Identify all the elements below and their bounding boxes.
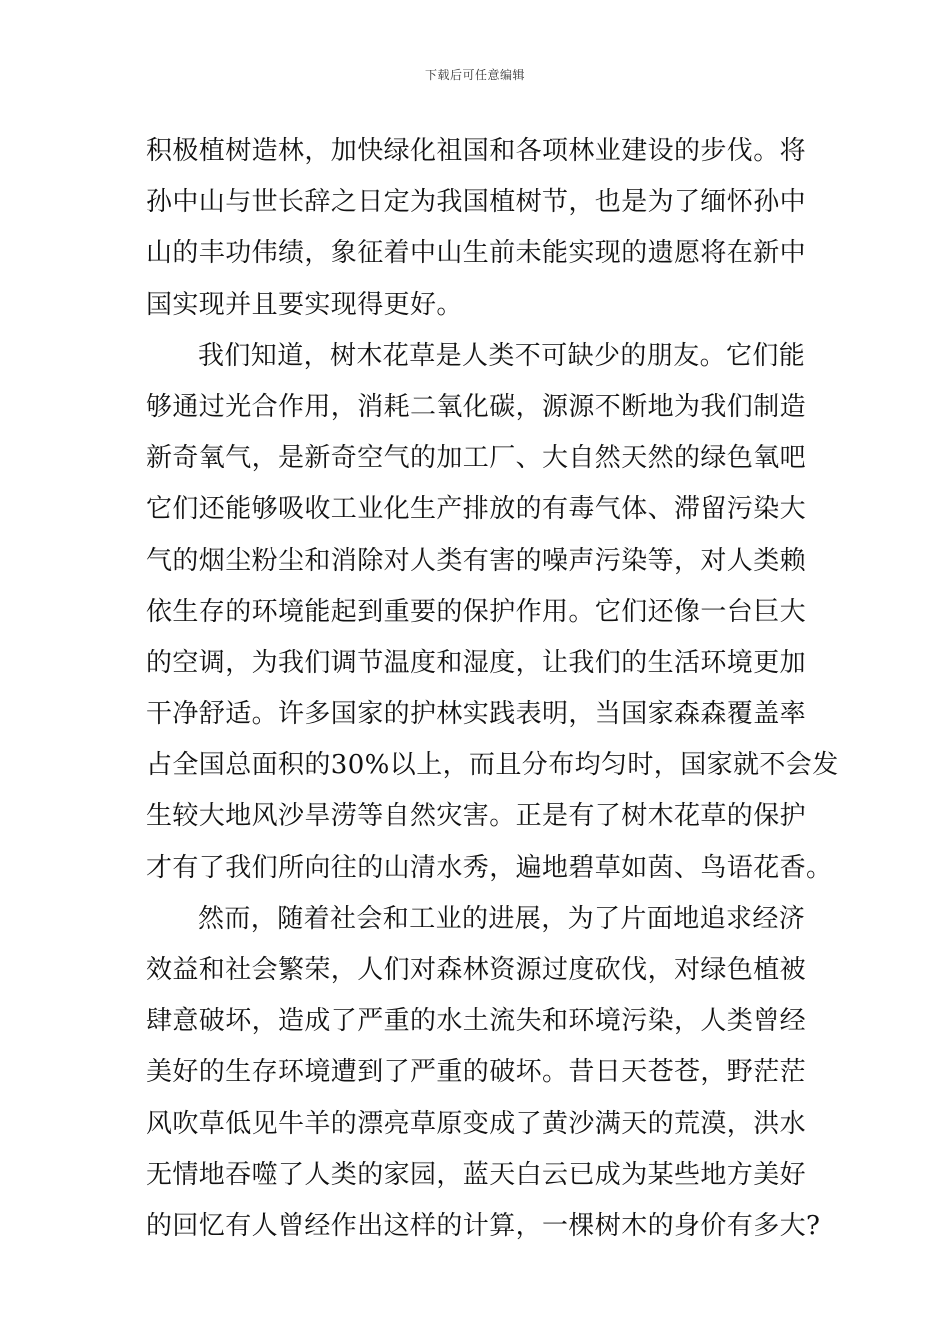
page-header-note: 下载后可任意编辑 (424, 68, 525, 82)
text-line: 气的烟尘粉尘和消除对人类有害的噪声污染等，对人类赖 (146, 545, 807, 576)
text-line: 风吹草低见牛羊的漂亮草原变成了黄沙满天的荒漠，洪水 (146, 1108, 807, 1139)
text-line: 肆意破坏，造成了严重的水土流失和环境污染，人类曾经 (146, 1006, 807, 1037)
text-line: 积极植树造林，加快绿化祖国和各项林业建设的步伐。将 (146, 136, 807, 166)
text-line: 国实现并且要实现得更好。 (146, 289, 463, 320)
text-line: 孙中山与世长辞之日定为我国植树节，也是为了缅怀孙中 (146, 187, 807, 218)
text-line: 的回忆有人曾经作出这样的计算，一棵树木的身价有多大? (146, 1210, 821, 1241)
text-line: 它们还能够吸收工业化生产排放的有毒气体、滞留污染大 (146, 494, 807, 525)
paragraph-first-line: 我们知道，树木花草是人类不可缺少的朋友。它们能 (198, 340, 806, 371)
text-line: 生较大地风沙旱涝等自然灾害。正是有了树木花草的保护 (146, 801, 807, 832)
text-line: 山的丰功伟绩，象征着中山生前未能实现的遗愿将在新中 (146, 238, 807, 269)
text-line: 无情地吞噬了人类的家园，蓝天白云已成为某些地方美好 (146, 1159, 807, 1190)
text-line: 的空调，为我们调节温度和湿度，让我们的生活环境更加 (146, 647, 807, 678)
text-line: 干净舒适。许多国家的护林实践表明，当国家森森覆盖率 (146, 699, 807, 730)
text-line: 够通过光合作用，消耗二氧化碳，源源不断地为我们制造 (146, 391, 807, 422)
body-text (146, 126, 839, 1252)
text-line: 才有了我们所向往的山清水秀，遍地碧草如茵、鸟语花香。 (146, 852, 833, 883)
text-line: 效益和社会繁荣，人们对森林资源过度砍伐，对绿色植被 (146, 955, 807, 985)
text-line: 占全国总面积的30%以上，而且分布均匀时，国家就不会发 (146, 750, 839, 781)
text-line: 依生存的环境能起到重要的保护作用。它们还像一台巨大 (146, 596, 807, 627)
paragraph-first-line: 然而，随着社会和工业的进展，为了片面地追求经济 (198, 903, 806, 934)
text-line: 新奇氧气，是新奇空气的加工厂、大自然天然的绿色氧吧 (146, 443, 807, 474)
text-line: 美好的生存环境遭到了严重的破坏。昔日天苍苍，野茫茫 (146, 1057, 807, 1088)
